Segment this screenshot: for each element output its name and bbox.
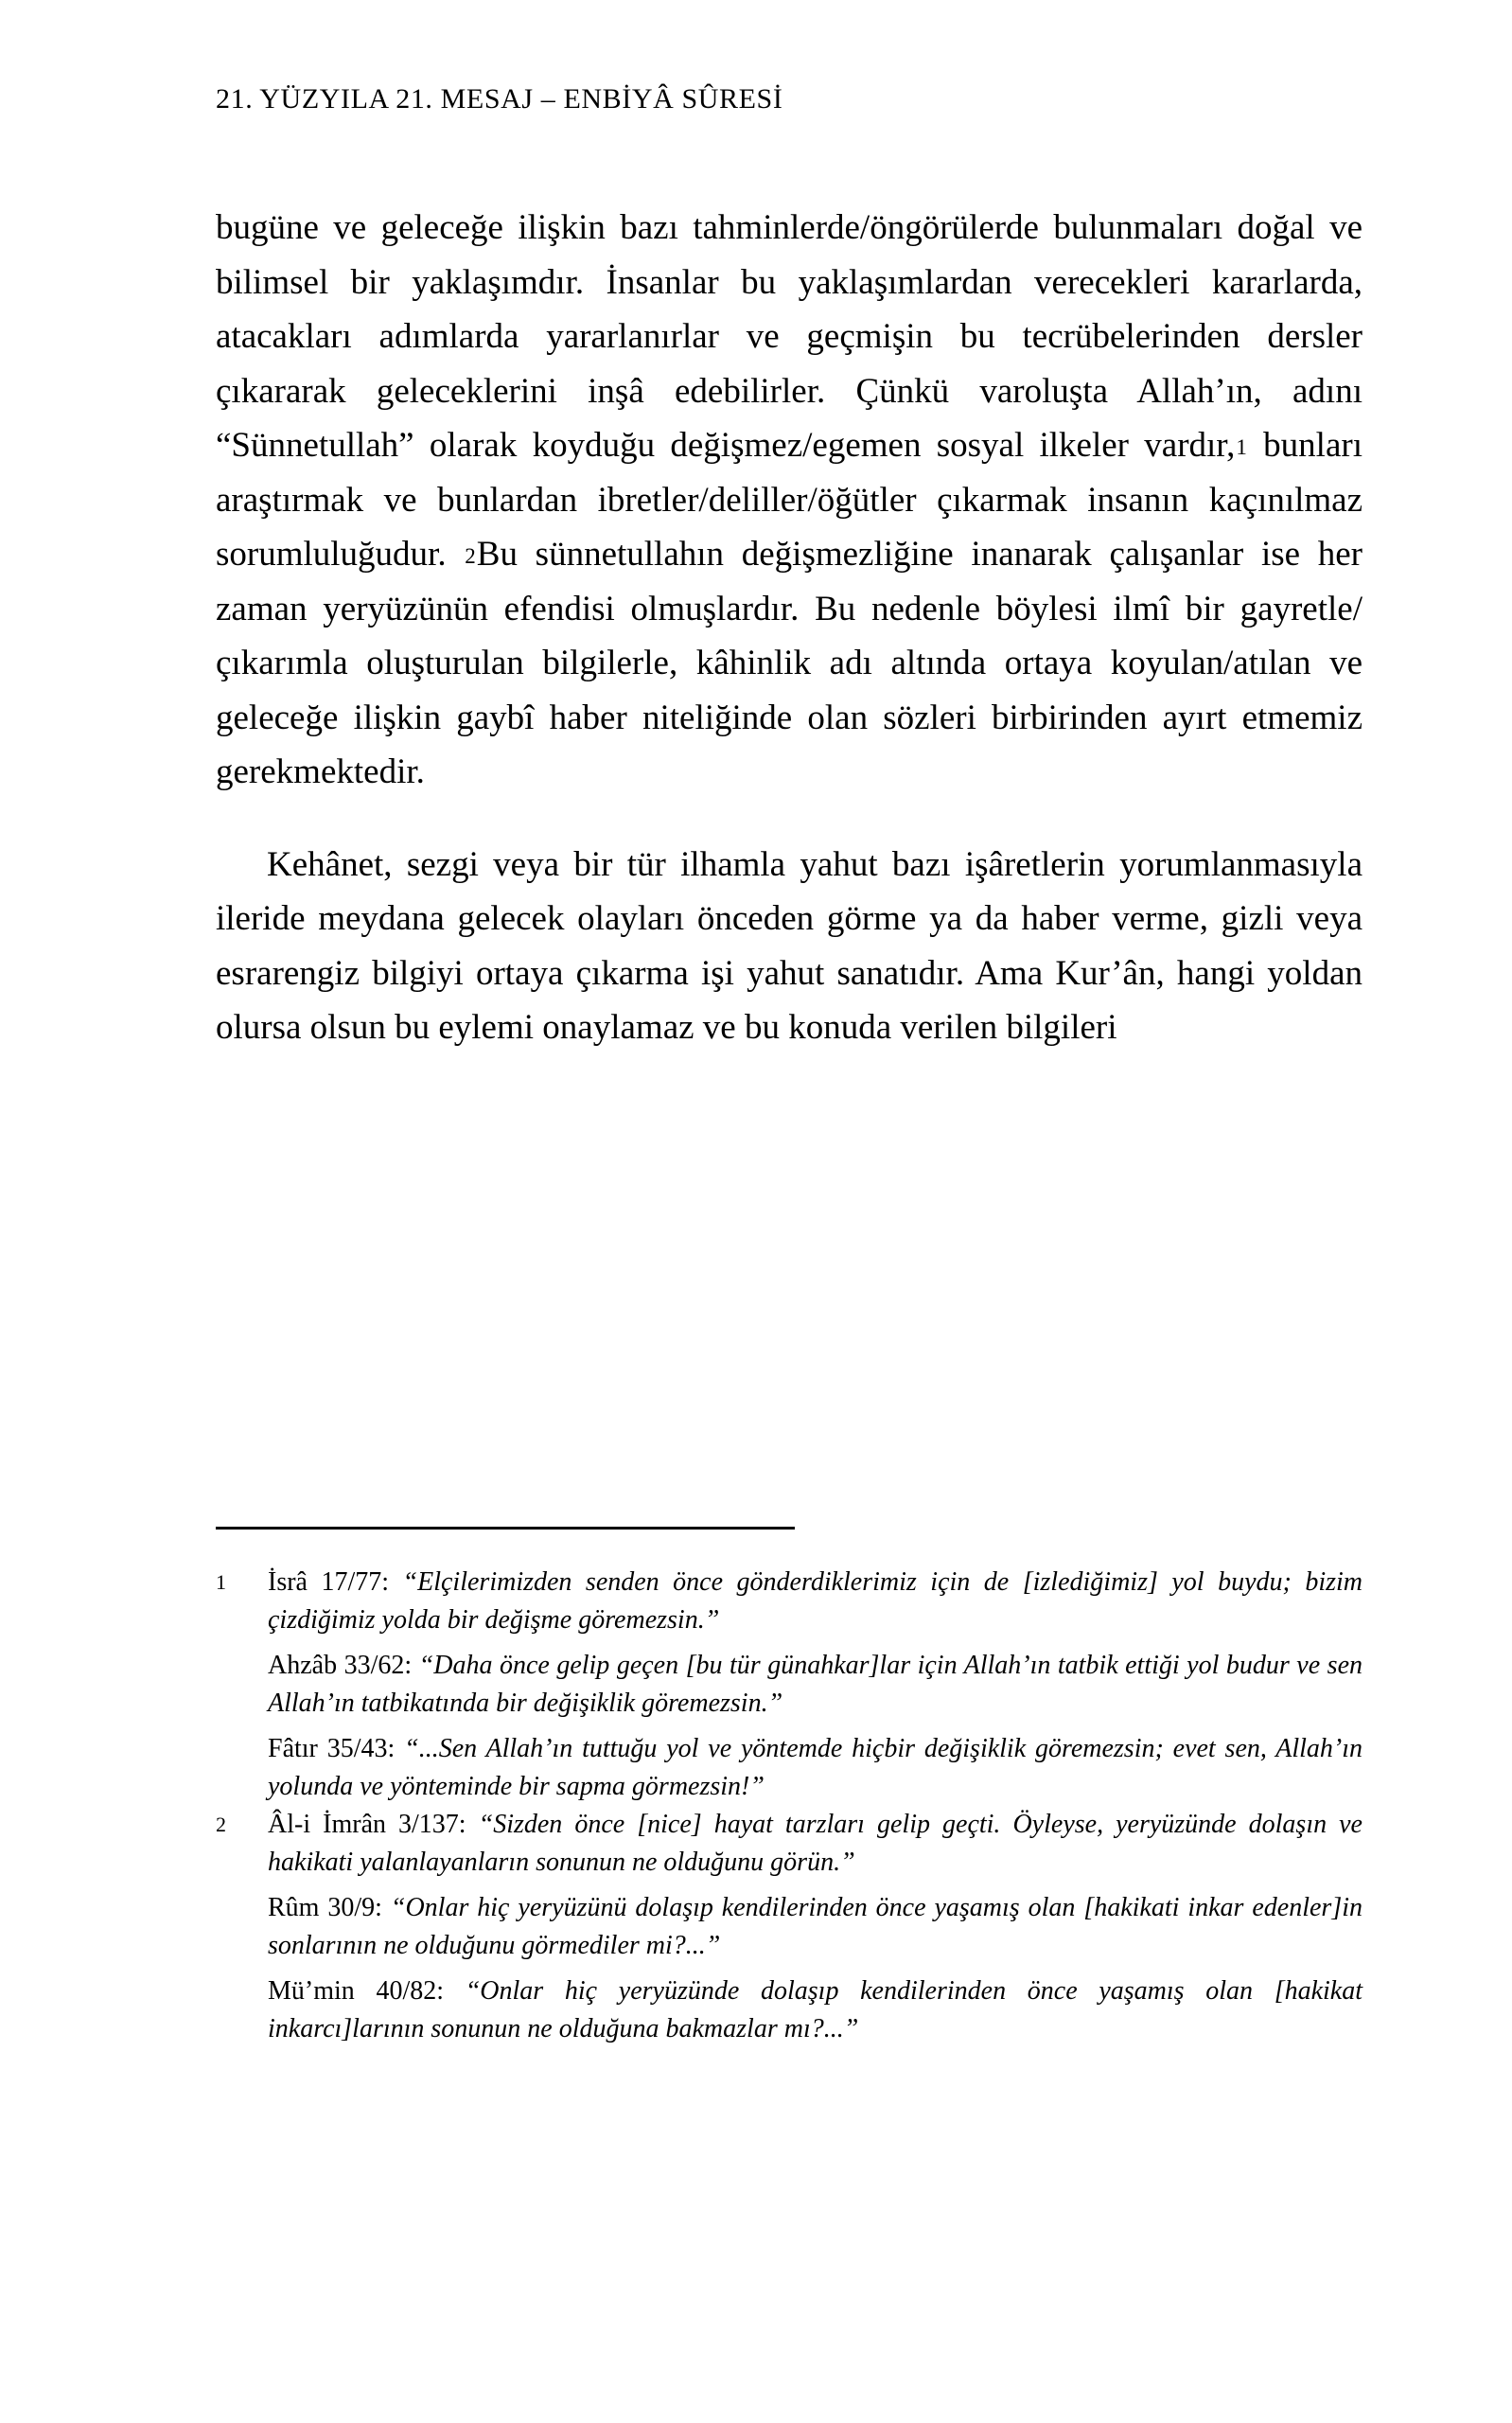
footnote-separator-rule <box>216 1527 795 1530</box>
running-head <box>216 83 1363 115</box>
footnote-ref-mumin: Mü’min 40/82: <box>268 1976 466 2006</box>
running-head-text: 21. YÜZYILA 21. MESAJ – ENBİYÂ SÛRESİ <box>216 83 783 115</box>
footnote-entry-rum <box>268 1889 1363 1965</box>
footnote-entry-ahzab <box>268 1647 1363 1723</box>
footnote-entry-fatir <box>268 1730 1363 1806</box>
footnote-ref-ahzab: Ahzâb 33/62: <box>268 1651 419 1680</box>
paragraph-1-part-c: Bu sünnetullahın değişmezliğine inanarak çalışanlar ise her zaman yeryüzünün efendisi olmuşlardır. Bu nedenle böylesi ilmî bir gayretle/çıkarımla oluşturulan bilgilerle, kâhinlik adı altında ortaya koyulan/atılan ve geleceğe ilişkin gaybî haber niteliğinde olan sözleri birbirinden ayırt etmemiz gerekmektedir. <box>216 535 1363 791</box>
paragraph-1-part-b: bunları araştırmak ve bunlardan ibretler/deliller/öğütler çıkarmak insanın kaçınılmaz sorumluluğudur. <box>216 426 1363 574</box>
footnote-marker-1[interactable]: 1 <box>1236 435 1247 459</box>
paragraph-2 <box>216 838 1363 1055</box>
footnote-quote-israa: “Elçilerimizden senden önce gönderdiklerimiz için de [izlediğimiz] yol buydu; bizim çizdiğimiz yolda bir değişme göremezsin.” <box>268 1567 1363 1635</box>
paragraph-1-part-a: bugüne ve geleceğe ilişkin bazı tahminlerde/öngörülerde bulunmaları doğal ve bilimsel bir yaklaşımdır. İnsanlar bu yaklaşımlardan verecekleri kararlarda, atacakları adımlarda yararlanırlar ve geçmişin bu tecrübelerinden dersler çıkararak geleceklerini inşâ edebilirler. Çünkü varoluşta Allah’ın, adını “Sünnetullah” olarak koyduğu değişmez/egemen sosyal ilkeler vardır, <box>216 208 1363 465</box>
footnote-item-2 <box>216 1806 1363 2048</box>
footnote-entry-ali-imran <box>268 1806 1363 1882</box>
paragraph-2-text: Kehânet, sezgi veya bir tür ilhamla yahut bazı işâretlerin yorumlanmasıyla ileride meydana gelecek olayları önceden görme ya da haber verme, gizli veya esrarengiz bilgiyi ortaya çıkarma işi yahut sanatıdır. Ama Kur’ân, hangi yoldan olursa olsun bu eylemi onaylamaz ve bu konuda verilen bilgileri <box>216 844 1363 1047</box>
paragraph-1 <box>216 201 1363 800</box>
body-text-block <box>216 201 1363 1055</box>
footnote-ref-rum: Rûm 30/9: <box>268 1893 391 1922</box>
footnote-ref-fatir: Fâtır 35/43: <box>268 1734 405 1763</box>
footnote-number-1: 1 <box>216 1570 226 1594</box>
footnote-entry-israa <box>268 1564 1363 1639</box>
footnote-quote-rum: “Onlar hiç yeryüzünü dolaşıp kendilerinden önce yaşamış olan [hakikati inkar edenler]in sonlarının ne olduğunu görmediler mi?...” <box>268 1893 1363 1960</box>
footnote-ref-israa: İsrâ 17/77: <box>268 1567 403 1597</box>
footnote-quote-fatir: “...Sen Allah’ın tuttuğu yol ve yöntemde hiçbir değişiklik göremezsin; evet sen, Allah’ın yolunda ve yönteminde bir sapma görmezsin!” <box>268 1734 1363 1801</box>
footnote-quote-mumin: “Onlar hiç yeryüzünde dolaşıp kendilerinden önce yaşamış olan [hakikat inkarcı]larının sonunun ne olduğuna bakmazlar mı?...” <box>268 1976 1363 2043</box>
footnote-marker-2[interactable]: 2 <box>465 544 476 568</box>
footnote-quote-ahzab: “Daha önce gelip geçen [bu tür günahkar]lar için Allah’ın tatbik ettiği yol budur ve sen Allah’ın tatbikatında bir değişiklik göremezsin.” <box>268 1651 1363 1718</box>
footnote-block <box>216 1564 1363 2048</box>
footnote-ref-ali-imran: Âl-i İmrân 3/137: <box>268 1810 479 1839</box>
footnote-item-1 <box>216 1564 1363 1806</box>
footnote-entry-mumin <box>268 1972 1363 2048</box>
footnote-quote-ali-imran: “Sizden önce [nice] hayat tarzları gelip geçti. Öyleyse, yeryüzünde dolaşın ve hakikati yalanlayanların sonunun ne olduğunu görün.” <box>268 1810 1363 1877</box>
footnote-number-2: 2 <box>216 1813 226 1836</box>
